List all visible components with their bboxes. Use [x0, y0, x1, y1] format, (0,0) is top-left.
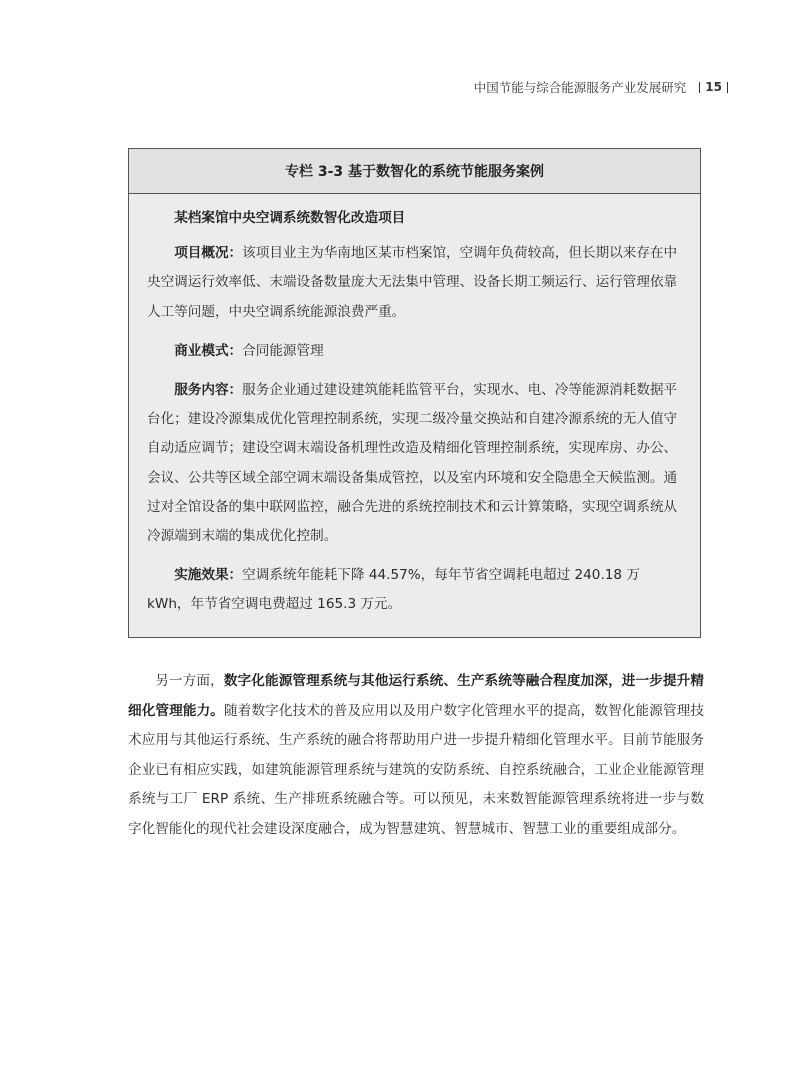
- service-text: 服务企业通过建设建筑能耗监管平台，实现水、电、冷等能源消耗数据平台化；建设冷源集成优化管理控制系统，实现二级冷量交换站和自建冷源系统的无人值守自动适应调节；建设空调末端设备机理性改造及精细化管理控制系统，实现库房、办公、会议、公共等区域全部空调末端设备集成管控，以及室内环境和安全隐患全天候监测。通过对全馆设备的集中联网监控，融合先进的系统控制技术和云计算策略，实现空调系统从冷源端到末端的集成优化控制。: [147, 382, 678, 545]
- overview-label: 项目概况：: [174, 245, 243, 262]
- overview-text: 该项目业主为华南地区某市档案馆，空调年负荷较高，但长期以来存在中央空调运行效率低、末端设备数量庞大无法集中管理、设备长期工频运行、运行管理依靠人工等问题，中央空调系统能源浪费严重。: [147, 245, 678, 320]
- header-divider-right: [727, 82, 728, 93]
- body-emphasis: 数字化能源管理系统与其他运行系统、生产系统等融合程度加深，进一步提升精细化管理能力。: [128, 673, 705, 719]
- header-title: 中国节能与综合能源服务产业发展研究: [473, 80, 687, 95]
- effect-label: 实施效果：: [174, 567, 243, 584]
- service-paragraph: [147, 376, 684, 551]
- business-model-text: 合同能源管理: [242, 342, 324, 359]
- case-box-body: [129, 194, 700, 620]
- overview-paragraph: [147, 239, 684, 327]
- page-number: 15: [705, 80, 722, 94]
- running-header: [474, 78, 733, 96]
- business-model-label: 商业模式：: [174, 342, 243, 359]
- header-divider-left: [699, 82, 700, 93]
- case-box-title: 专栏 3-3 基于数智化的系统节能服务案例: [129, 149, 700, 194]
- body-paragraph: [128, 667, 704, 845]
- service-label: 服务内容：: [174, 382, 243, 399]
- project-title: 某档案馆中央空调系统数智化改造项目: [174, 210, 406, 226]
- effect-text: 空调系统年能耗下降 44.57%，每年节省空调耗电超过 240.18 万 kWh，年节省空调电费超过 165.3 万元。: [147, 567, 640, 613]
- body-rest: 随着数字化技术的普及应用以及用户数字化管理水平的提高，数智化能源管理技术应用与其他运行系统、生产系统的融合将帮助用户进一步提升精细化管理水平。目前节能服务企业已有相应实践，如建筑能源管理系统与建筑的安防系统、自控系统融合，工业企业能源管理系统与工厂 ERP 系统、生产排班系统融合等。可以预见，未来数智能源管理系统将进一步与数字化智能化的现代社会建设深度融合，成为智慧建筑、智慧城市、智慧工业的重要组成部分。: [128, 702, 705, 837]
- effect-paragraph: [147, 561, 684, 619]
- body-lead: 另一方面，: [155, 673, 224, 689]
- case-study-box: [128, 148, 701, 638]
- business-model-paragraph: [147, 337, 684, 366]
